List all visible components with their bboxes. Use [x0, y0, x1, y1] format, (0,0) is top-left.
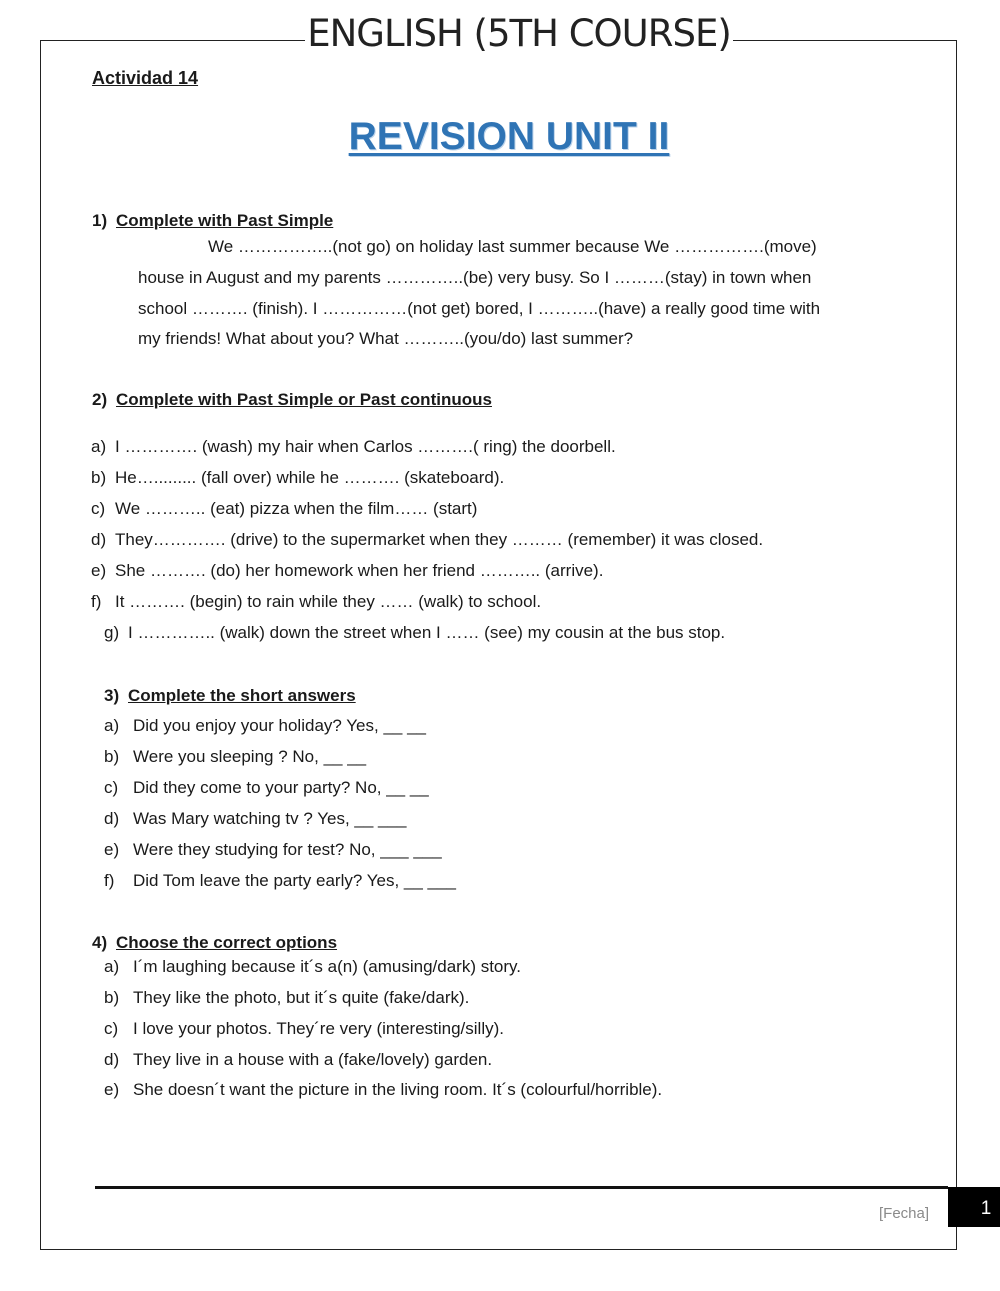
footer-date-placeholder: [Fecha]: [879, 1205, 930, 1222]
section-4-heading: 4) Choose the correct options: [92, 933, 338, 952]
section-1-line-3: school ………. (finish). I ……………(not get) bored, I ………..(have) a really good time with: [138, 299, 821, 318]
exercise-3c: c) Did they come to your party? No, __ __: [104, 778, 429, 797]
exercise-3b: b) Were you sleeping ? No, __ __: [104, 747, 367, 766]
activity-label: Actividad 14: [92, 68, 199, 88]
section-1-line-2: house in August and my parents …………..(be) very busy. So I ………(stay) in town when: [138, 268, 812, 287]
exercise-4c: c) I love your photos. They´re very (interesting/silly).: [104, 1019, 504, 1038]
section-1-heading: 1) Complete with Past Simple: [92, 211, 334, 230]
section-2-heading: 2) Complete with Past Simple or Past continuous: [92, 390, 492, 409]
exercise-3d: d) Was Mary watching tv ? Yes, __ ___: [104, 809, 407, 828]
footer-divider: [95, 1186, 948, 1189]
exercise-2c: c) We ……….. (eat) pizza when the film…… (start): [91, 499, 478, 518]
section-1-line-1: We ……………..(not go) on holiday last summer because We …………….(move): [208, 237, 817, 256]
exercise-2g: g) I ………….. (walk) down the street when I …… (see) my cousin at the bus stop.: [104, 623, 726, 642]
exercise-4d: d) They live in a house with a (fake/lovely) garden.: [104, 1050, 493, 1069]
page-title: REVISION UNIT II: [348, 115, 670, 158]
exercise-2a: a) I …………. (wash) my hair when Carlos ……….( ring) the doorbell.: [91, 437, 616, 456]
exercise-2b: b) He…......... (fall over) while he ………. (skateboard).: [91, 468, 505, 487]
exercise-2f: f) It ………. (begin) to rain while they …… (walk) to school.: [91, 592, 542, 611]
exercise-4e: e) She doesn´t want the picture in the living room. It´s (colourful/horrible).: [104, 1080, 663, 1099]
page-number-box: [948, 1187, 1000, 1227]
section-3-heading: 3) Complete the short answers: [104, 686, 356, 705]
exercise-2e: e) She ………. (do) her homework when her friend ……….. (arrive).: [91, 561, 604, 580]
exercise-3f: f) Did Tom leave the party early? Yes, __ ___: [104, 871, 456, 890]
exercise-2d: d) They…………. (drive) to the supermarket when they ……… (remember) it was closed.: [91, 530, 764, 549]
exercise-4a: a) I´m laughing because it´s a(n) (amusing/dark) story.: [104, 957, 522, 976]
header-title: ENGLISH (5TH COURSE): [307, 12, 731, 55]
exercise-4b: b) They like the photo, but it´s quite (fake/dark).: [104, 988, 470, 1007]
page-number: 1: [980, 1198, 992, 1219]
section-1-line-4: my friends! What about you? What ………..(you/do) last summer?: [138, 329, 634, 348]
exercise-3e: e) Were they studying for test? No, ___ ___: [104, 840, 442, 859]
exercise-3a: a) Did you enjoy your holiday? Yes, __ __: [104, 716, 426, 735]
